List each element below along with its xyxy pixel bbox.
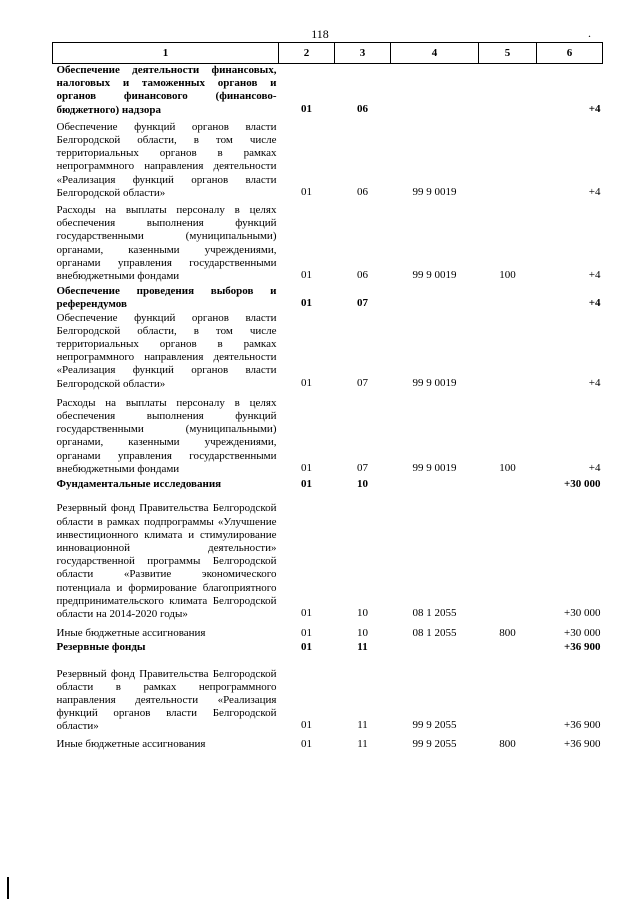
row-description: Обеспечение проведения выборов и референдумов: [56, 285, 277, 311]
row-subsection-code: 06: [357, 102, 368, 115]
row-amount: +4: [588, 461, 601, 474]
row-target-code: 08 1 2055: [412, 627, 457, 640]
row-expense-type: [479, 668, 537, 734]
row-section-code: 01: [301, 641, 312, 654]
row-target-code: [391, 285, 479, 311]
row-section-code: 01: [301, 478, 312, 491]
row-subsection-code: 07: [357, 297, 368, 310]
budget-table: [52, 42, 603, 752]
row-expense-type: [479, 641, 537, 655]
row-description: Резервный фонд Правительства Белгородской области в рамках непрограммного направления деятельности «Реализация функций органов власти Белгородской области»: [56, 667, 277, 733]
row-description: Резервные фонды: [56, 641, 146, 654]
row-target-code: [391, 641, 479, 655]
table-body: [53, 64, 603, 752]
row-expense-type: [479, 64, 537, 117]
row-gap: [53, 492, 603, 502]
margin-mark: [7, 877, 9, 899]
row-description: Фундаментальные исследования: [56, 478, 222, 491]
row-amount: +4: [588, 102, 601, 115]
row-amount: +4: [588, 269, 601, 282]
row-subsection-code: 10: [357, 606, 368, 619]
row-section-code: 01: [301, 297, 312, 310]
row-expense-type: [479, 502, 537, 621]
page-number: 118: [311, 27, 329, 41]
row-subsection-code: 07: [357, 461, 368, 474]
row-description: Расходы на выплаты персоналу в целях обеспечения выполнения функций государственными (муниципальными) органами, казенными учреждениями, органами управления государственными внебюджетными фондами: [56, 204, 277, 283]
row-amount: +30 000: [564, 606, 601, 619]
row-target-code: 99 9 0019: [412, 185, 457, 198]
row-expense-type: 100: [499, 269, 516, 282]
row-amount: +36 900: [563, 641, 601, 654]
row-amount: +4: [588, 297, 601, 310]
column-header-3: 3: [335, 43, 391, 64]
column-header-2: 2: [279, 43, 335, 64]
row-subsection-code: 07: [357, 376, 368, 389]
row-expense-type: 800: [499, 737, 516, 750]
row-expense-type: 800: [499, 627, 516, 640]
table-row: [53, 204, 603, 283]
row-section-code: 01: [301, 719, 312, 732]
row-subsection-code: 11: [357, 719, 368, 732]
row-description: Обеспечение функций органов власти Белгородской области, в том числе территориальных органов в рамках непрограммного направления деятельности «Реализация функций органов власти Белгородской области»: [56, 311, 277, 390]
row-subsection-code: 11: [357, 641, 368, 654]
row-amount: +36 900: [564, 737, 601, 750]
row-section-code: 01: [301, 185, 312, 198]
row-subsection-code: 10: [357, 627, 368, 640]
row-subsection-code: 11: [357, 737, 368, 750]
row-section-code: 01: [301, 269, 312, 282]
table-row: [53, 285, 603, 311]
row-subsection-code: 06: [357, 269, 368, 282]
row-description: Расходы на выплаты персоналу в целях обеспечения выполнения функций государственными (муниципальными) органами, казенными учреждениями, органами управления государственными внебюджетными фондами: [56, 396, 277, 475]
row-target-code: 99 9 0019: [412, 376, 457, 389]
row-target-code: 08 1 2055: [412, 606, 457, 619]
row-amount: +30 000: [564, 627, 601, 640]
row-expense-type: 100: [499, 461, 516, 474]
row-target-code: [391, 478, 479, 492]
table-row: [53, 668, 603, 734]
corner-mark: .: [588, 26, 591, 40]
row-amount: +30 000: [563, 478, 601, 491]
row-target-code: 99 9 0019: [412, 461, 457, 474]
row-subsection-code: 06: [357, 185, 368, 198]
table-row: [53, 502, 603, 621]
column-header-5: 5: [479, 43, 537, 64]
table-row: [53, 312, 603, 391]
table-row: [53, 64, 603, 117]
row-gap: [53, 656, 603, 668]
row-section-code: 01: [301, 606, 312, 619]
row-target-code: 99 9 0019: [412, 269, 457, 282]
row-section-code: 01: [301, 102, 312, 115]
row-amount: +4: [588, 376, 601, 389]
row-description: Обеспечение функций органов власти Белгородской области, в том числе территориальных органов в рамках непрограммного направления деятельности «Реализация функций органов власти Белгородской области»: [56, 120, 277, 199]
row-expense-type: [479, 478, 537, 492]
row-expense-type: [479, 312, 537, 391]
row-target-code: 99 9 2055: [412, 737, 457, 750]
column-header-1: 1: [53, 43, 279, 64]
row-description: Обеспечение деятельности финансовых, налоговых и таможенных органов и органов финансового (финансово-бюджетного) надзора: [56, 64, 277, 116]
table-row: [53, 641, 603, 655]
row-description: Иные бюджетные ассигнования: [56, 737, 206, 750]
row-amount: +4: [588, 185, 601, 198]
row-description: Иные бюджетные ассигнования: [56, 627, 206, 640]
row-target-code: [391, 64, 479, 117]
row-section-code: 01: [301, 461, 312, 474]
row-target-code: 99 9 2055: [412, 719, 457, 732]
column-header-4: 4: [391, 43, 479, 64]
table-row: [53, 478, 603, 492]
table-row: [53, 397, 603, 476]
row-section-code: 01: [301, 376, 312, 389]
row-expense-type: [479, 121, 537, 200]
row-section-code: 01: [301, 627, 312, 640]
column-header-6: 6: [537, 43, 603, 64]
table-row: [53, 627, 603, 641]
row-expense-type: [479, 285, 537, 311]
table-row: [53, 738, 603, 752]
row-subsection-code: 10: [357, 478, 368, 491]
table-header-row: [53, 43, 603, 64]
row-section-code: 01: [301, 737, 312, 750]
row-amount: +36 900: [564, 719, 601, 732]
row-description: Резервный фонд Правительства Белгородской области в рамках подпрограммы «Улучшение инвестиционного климата и стимулирование инновационной деятельности» государственной программы Белгородской области «Развитие экономического потенциала и формирование благоприятного предпринимательского климата Белгородской области на 2014-2020 годы»: [56, 502, 277, 620]
table-row: [53, 121, 603, 200]
